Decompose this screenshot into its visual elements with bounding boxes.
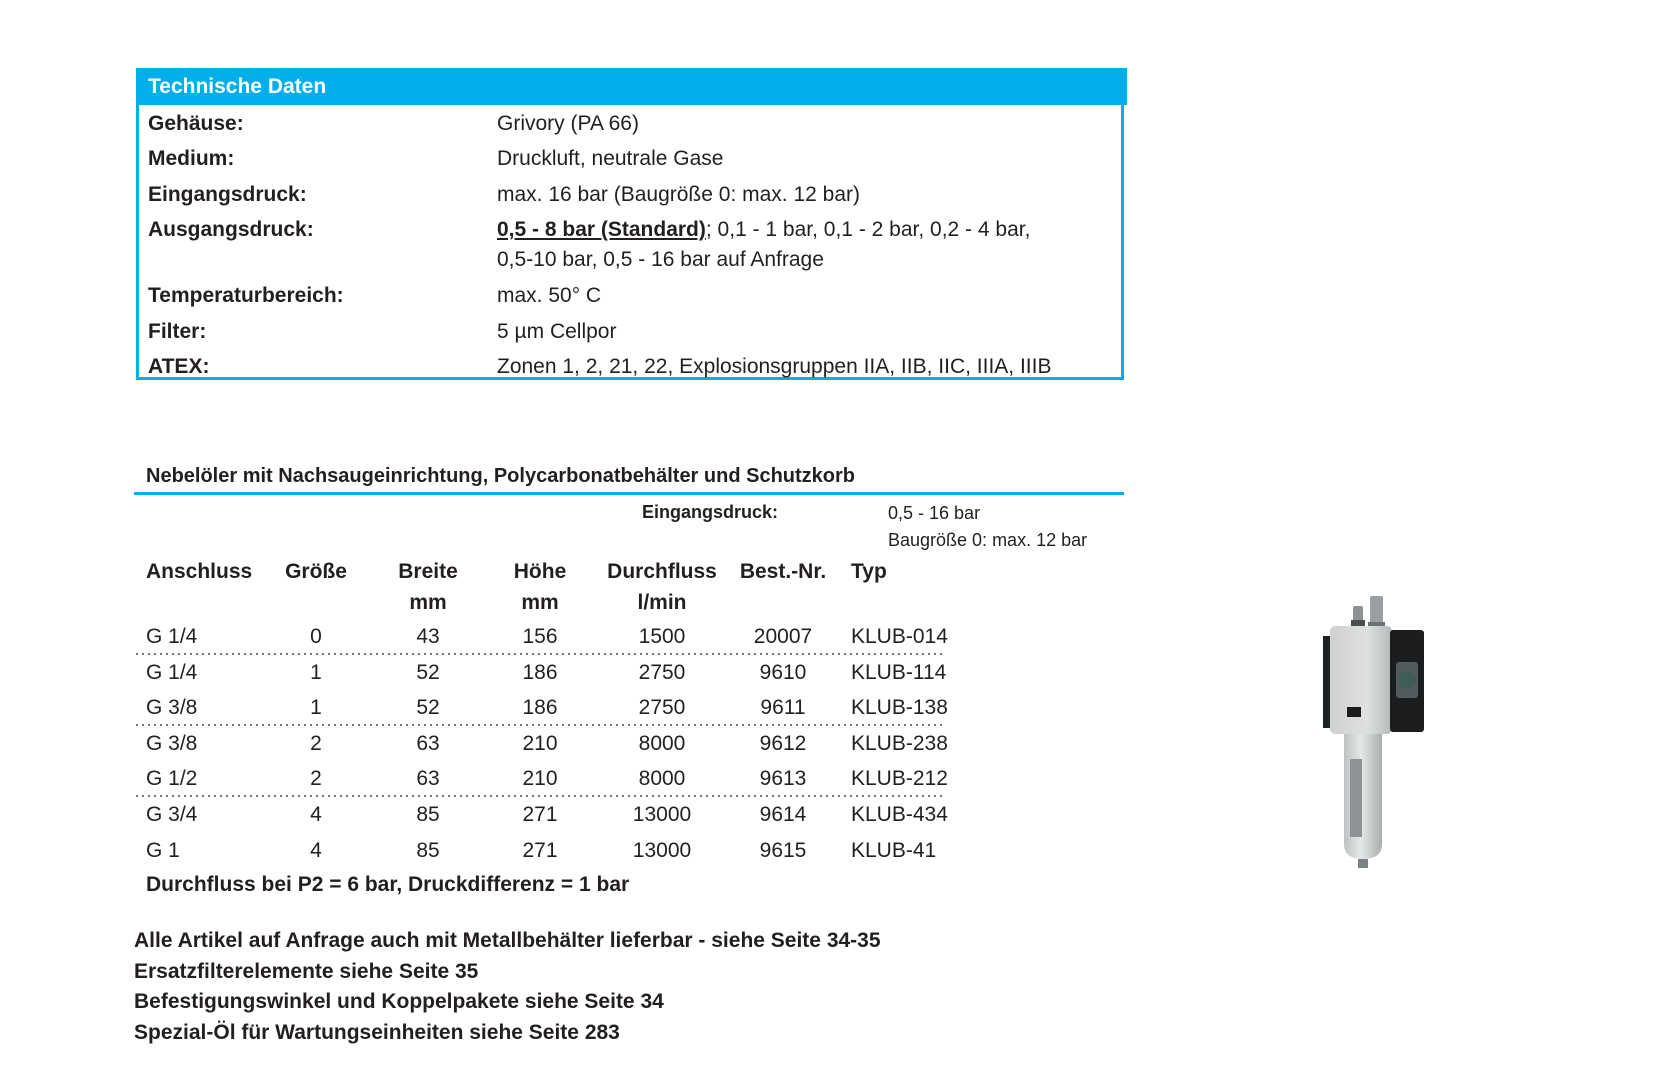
cell-size: 4 xyxy=(310,803,322,826)
cell-height: 210 xyxy=(522,767,558,791)
cell-order-no: 9615 xyxy=(759,838,807,862)
spec-box-title: Technische Daten xyxy=(136,68,1127,105)
cell-connection: G 3/8 xyxy=(146,696,198,720)
cell-size: 4 xyxy=(310,838,322,862)
cell-type: KLUB-014 xyxy=(851,625,948,648)
col-header-width: Breite xyxy=(398,560,458,583)
standard-range: 0,5 - 8 bar (Standard) xyxy=(497,218,706,241)
spec-value: max. 16 bar (Baugröße 0: max. 12 bar) xyxy=(497,183,860,206)
dotted-row-divider xyxy=(134,653,942,655)
col-header-flow: Durchfluss xyxy=(607,560,717,583)
cell-connection: G 1/4 xyxy=(146,660,198,684)
note-metal-bowl: Alle Artikel auf Anfrage auch mit Metallbehälter lieferbar - siehe Seite 34-35 xyxy=(134,929,881,952)
cell-order-no: 20007 xyxy=(753,625,813,648)
cell-height: 186 xyxy=(522,660,558,684)
cell-connection: G 1/2 xyxy=(146,767,198,791)
spec-label: Eingangsdruck: xyxy=(148,183,307,206)
cell-height: 210 xyxy=(522,731,558,755)
dotted-row-divider xyxy=(134,724,942,726)
note-mounting-brackets: Befestigungswinkel und Koppelpakete siehe Seite 34 xyxy=(134,990,664,1013)
cell-width: 63 xyxy=(416,767,440,791)
cell-height: 271 xyxy=(522,803,558,826)
cell-width: 85 xyxy=(416,803,440,826)
section-title: Nebelöler mit Nachsaugeinrichtung, Polycarbonatbehälter und Schutzkorb xyxy=(146,465,856,487)
spec-value: 5 µm Cellpor xyxy=(497,320,617,343)
cell-connection: G 3/8 xyxy=(146,731,198,755)
cell-width: 52 xyxy=(416,696,440,720)
inlet-pressure-size0: Baugröße 0: max. 12 bar xyxy=(888,530,1088,550)
spec-label: Filter: xyxy=(148,320,207,343)
cell-height: 271 xyxy=(522,838,558,862)
cell-size: 1 xyxy=(310,660,322,684)
col-header-height-unit: mm xyxy=(521,591,559,614)
dotted-row-divider xyxy=(134,795,942,797)
cell-size: 1 xyxy=(310,696,322,720)
cell-type: KLUB-434 xyxy=(851,803,948,826)
col-header-size: Größe xyxy=(285,560,347,583)
cell-order-no: 9610 xyxy=(759,660,807,684)
cell-size: 2 xyxy=(310,767,322,791)
cell-type: KLUB-238 xyxy=(851,731,948,755)
col-header-flow-unit: l/min xyxy=(637,591,687,614)
cell-flow: 13000 xyxy=(632,838,692,862)
spec-value: Druckluft, neutrale Gase xyxy=(497,147,724,170)
inlet-pressure-value xyxy=(888,500,1087,554)
cell-flow: 13000 xyxy=(632,803,692,826)
col-header-height: Höhe xyxy=(513,560,567,583)
col-header-order-no: Best.-Nr. xyxy=(739,560,827,583)
cell-width: 63 xyxy=(416,731,440,755)
spec-value: 0,5-10 bar, 0,5 - 16 bar auf Anfrage xyxy=(497,248,824,271)
spec-value: Zonen 1, 2, 21, 22, Explosionsgruppen IIA, IIB, IIC, IIIA, IIIB xyxy=(497,355,1052,378)
col-header-type: Typ xyxy=(851,560,887,583)
cell-size: 2 xyxy=(310,731,322,755)
cell-width: 43 xyxy=(416,625,440,648)
cell-connection: G 1/4 xyxy=(146,625,198,648)
spec-label: Gehäuse: xyxy=(148,112,244,135)
cell-flow: 2750 xyxy=(638,696,686,720)
spec-label: Medium: xyxy=(148,147,235,170)
cell-type: KLUB-41 xyxy=(851,838,937,862)
note-spare-filter: Ersatzfilterelemente siehe Seite 35 xyxy=(134,959,479,983)
spec-label: Temperaturbereich: xyxy=(148,284,344,307)
note-special-oil: Spezial-Öl für Wartungseinheiten siehe Seite 283 xyxy=(134,1020,620,1044)
section-divider xyxy=(134,492,1124,495)
mist-lubricator-product-image xyxy=(1320,594,1430,874)
cell-height: 156 xyxy=(522,625,558,648)
cell-order-no: 9613 xyxy=(759,767,807,791)
cell-flow: 8000 xyxy=(638,767,686,791)
cell-type: KLUB-138 xyxy=(851,696,948,720)
cell-flow: 8000 xyxy=(638,731,686,755)
cell-connection: G 3/4 xyxy=(146,803,198,826)
cell-width: 85 xyxy=(416,838,440,862)
spec-value: max. 50° C xyxy=(497,284,602,307)
cell-order-no: 9614 xyxy=(759,803,807,826)
cell-order-no: 9611 xyxy=(760,696,806,720)
flow-footnote: Durchfluss bei P2 = 6 bar, Druckdifferenz = 1 bar xyxy=(146,873,630,896)
inlet-pressure-range: 0,5 - 16 bar xyxy=(888,503,981,523)
cell-height: 186 xyxy=(522,696,558,720)
cell-size: 0 xyxy=(310,625,322,648)
inlet-pressure-label: Eingangsdruck: xyxy=(642,502,779,522)
cell-width: 52 xyxy=(416,660,440,684)
cell-flow: 1500 xyxy=(638,625,686,648)
spec-value: Grivory (PA 66) xyxy=(497,112,639,135)
col-header-width-unit: mm xyxy=(409,591,447,614)
notes-list xyxy=(134,926,881,1048)
cell-connection: G 1 xyxy=(146,838,180,862)
cell-flow: 2750 xyxy=(638,660,686,684)
spec-value xyxy=(497,215,1030,245)
cell-order-no: 9612 xyxy=(759,731,807,755)
col-header-connection: Anschluss xyxy=(146,560,253,583)
spec-label: ATEX: xyxy=(148,355,210,378)
other-ranges: ; 0,1 - 1 bar, 0,1 - 2 bar, 0,2 - 4 bar, xyxy=(705,218,1031,241)
spec-label: Ausgangsdruck: xyxy=(148,218,314,241)
cell-type: KLUB-114 xyxy=(851,660,947,684)
cell-type: KLUB-212 xyxy=(851,767,948,791)
